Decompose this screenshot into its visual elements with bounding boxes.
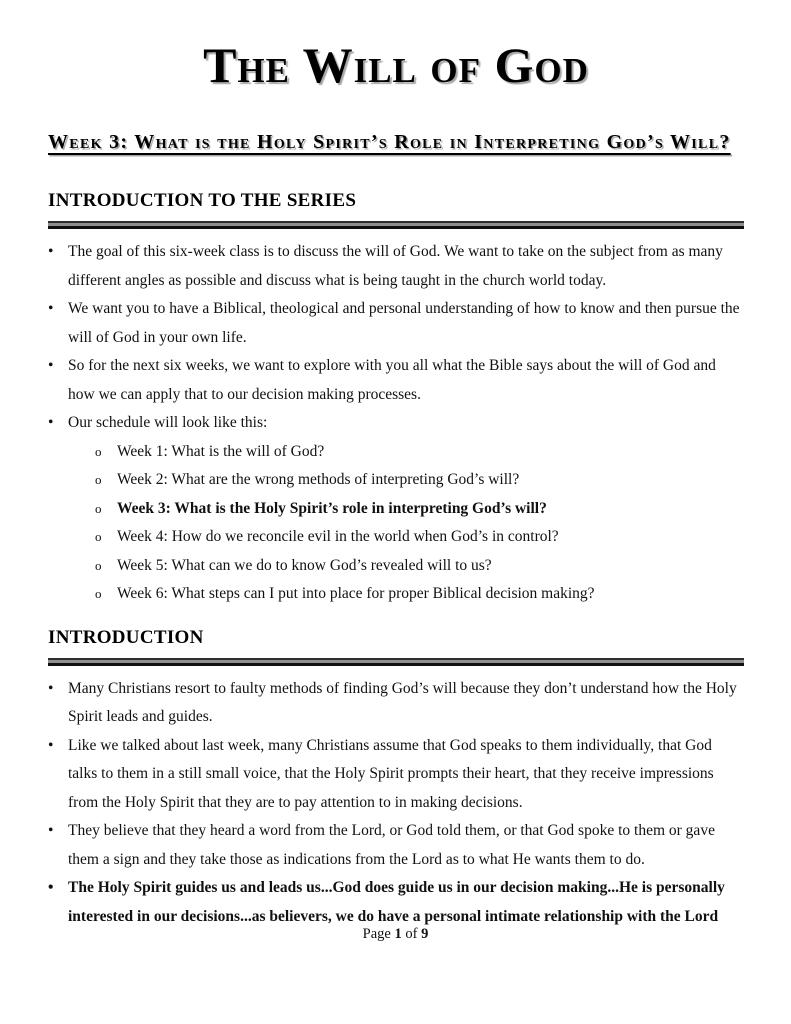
schedule-item-text: Week 4: How do we reconcile evil in the world when God’s in control? — [117, 528, 559, 545]
footer-of-label: of — [405, 926, 418, 942]
circle-bullet-icon: o — [95, 443, 102, 459]
schedule-item-text: Week 2: What are the wrong methods of interpreting God’s will? — [117, 471, 520, 488]
section-heading: INTRODUCTION — [48, 626, 204, 648]
bullet-list — [48, 238, 744, 609]
footer-page-number: 1 — [394, 926, 402, 942]
list-item-text: Many Christians resort to faulty methods of finding God’s will because they don’t understand how the Holy Spirit leads and guides. — [68, 679, 737, 725]
bullet-icon: • — [48, 822, 54, 839]
list-item-text: We want you to have a Biblical, theological and personal understanding of how to know and then pursue the will of God in your own life. — [68, 300, 740, 346]
section-introduction-to-the-series — [48, 188, 744, 609]
schedule-item-text: Week 1: What is the will of God? — [117, 442, 325, 460]
list-item-text: Our schedule will look like this: — [68, 414, 268, 431]
section-heading: INTRODUCTION TO THE SERIES — [48, 190, 357, 211]
schedule-item-week-3 — [95, 495, 744, 524]
circle-bullet-icon: o — [95, 557, 102, 573]
list-item — [48, 352, 744, 409]
list-item — [48, 817, 744, 874]
list-item-text: Like we talked about last week, many Christians assume that God speaks to them individually, that God talks to them in a still small voice, that the Holy Spirit prompts their heart, that they receive impressions from the Holy Spirit that they are to pay attention to in making decisions. — [68, 736, 714, 811]
section-divider — [48, 658, 744, 666]
circle-bullet-icon: o — [95, 500, 102, 516]
bullet-icon: • — [48, 879, 54, 896]
schedule-item-week-1 — [95, 438, 744, 467]
week-heading: Week 3: What is the Holy Spirit’s Role in Interpreting God’s Will? — [48, 131, 731, 153]
circle-bullet-icon: o — [95, 472, 102, 487]
list-item — [48, 295, 744, 352]
bullet-list — [48, 675, 744, 932]
list-item — [48, 409, 744, 438]
bullet-icon: • — [48, 300, 54, 317]
section-divider — [48, 221, 744, 229]
footer-page-label: Page — [362, 926, 391, 942]
list-item — [48, 874, 744, 931]
list-item — [48, 238, 744, 295]
schedule-list — [95, 438, 744, 609]
document-title: The Will of God — [203, 37, 589, 93]
circle-bullet-icon: o — [95, 529, 102, 544]
list-item-text: The goal of this six-week class is to discuss the will of God. We want to take on the subject from as many different angles as possible and discuss what is being taught in the church world today. — [68, 243, 723, 289]
section-introduction — [48, 625, 744, 932]
schedule-item-week-2 — [95, 466, 744, 495]
page-footer — [0, 926, 791, 943]
footer-total-pages: 9 — [421, 926, 429, 942]
schedule-item-week-5 — [95, 552, 744, 581]
circle-bullet-icon: o — [95, 586, 102, 601]
list-item-text: The Holy Spirit guides us and leads us...God does guide us in our decision making...He is personally interested in our decisions...as believers, we do have a personal intimate relationship with the Lord — [68, 879, 725, 925]
list-item-text: So for the next six weeks, we want to explore with you all what the Bible says about the will of God and how we can apply that to our decision making processes. — [68, 357, 716, 403]
bullet-icon: • — [48, 736, 54, 754]
schedule-item-week-4 — [95, 523, 744, 552]
list-item — [48, 675, 744, 732]
bullet-icon: • — [48, 357, 54, 374]
bullet-icon: • — [48, 243, 54, 260]
list-item-text: They believe that they heard a word from the Lord, or God told them, or that God spoke to them or gave them a sign and they take those as indications from the Lord as to what He wants them to do. — [68, 822, 715, 868]
schedule-item-text: Week 3: What is the Holy Spirit’s role in interpreting God’s will? — [117, 499, 547, 517]
bullet-icon: • — [48, 679, 54, 697]
schedule-item-week-6 — [95, 580, 744, 609]
schedule-item-text: Week 6: What steps can I put into place for proper Biblical decision making? — [117, 585, 595, 602]
list-item — [48, 732, 744, 818]
bullet-icon: • — [48, 414, 54, 431]
schedule-item-text: Week 5: What can we do to know God’s revealed will to us? — [117, 556, 492, 574]
